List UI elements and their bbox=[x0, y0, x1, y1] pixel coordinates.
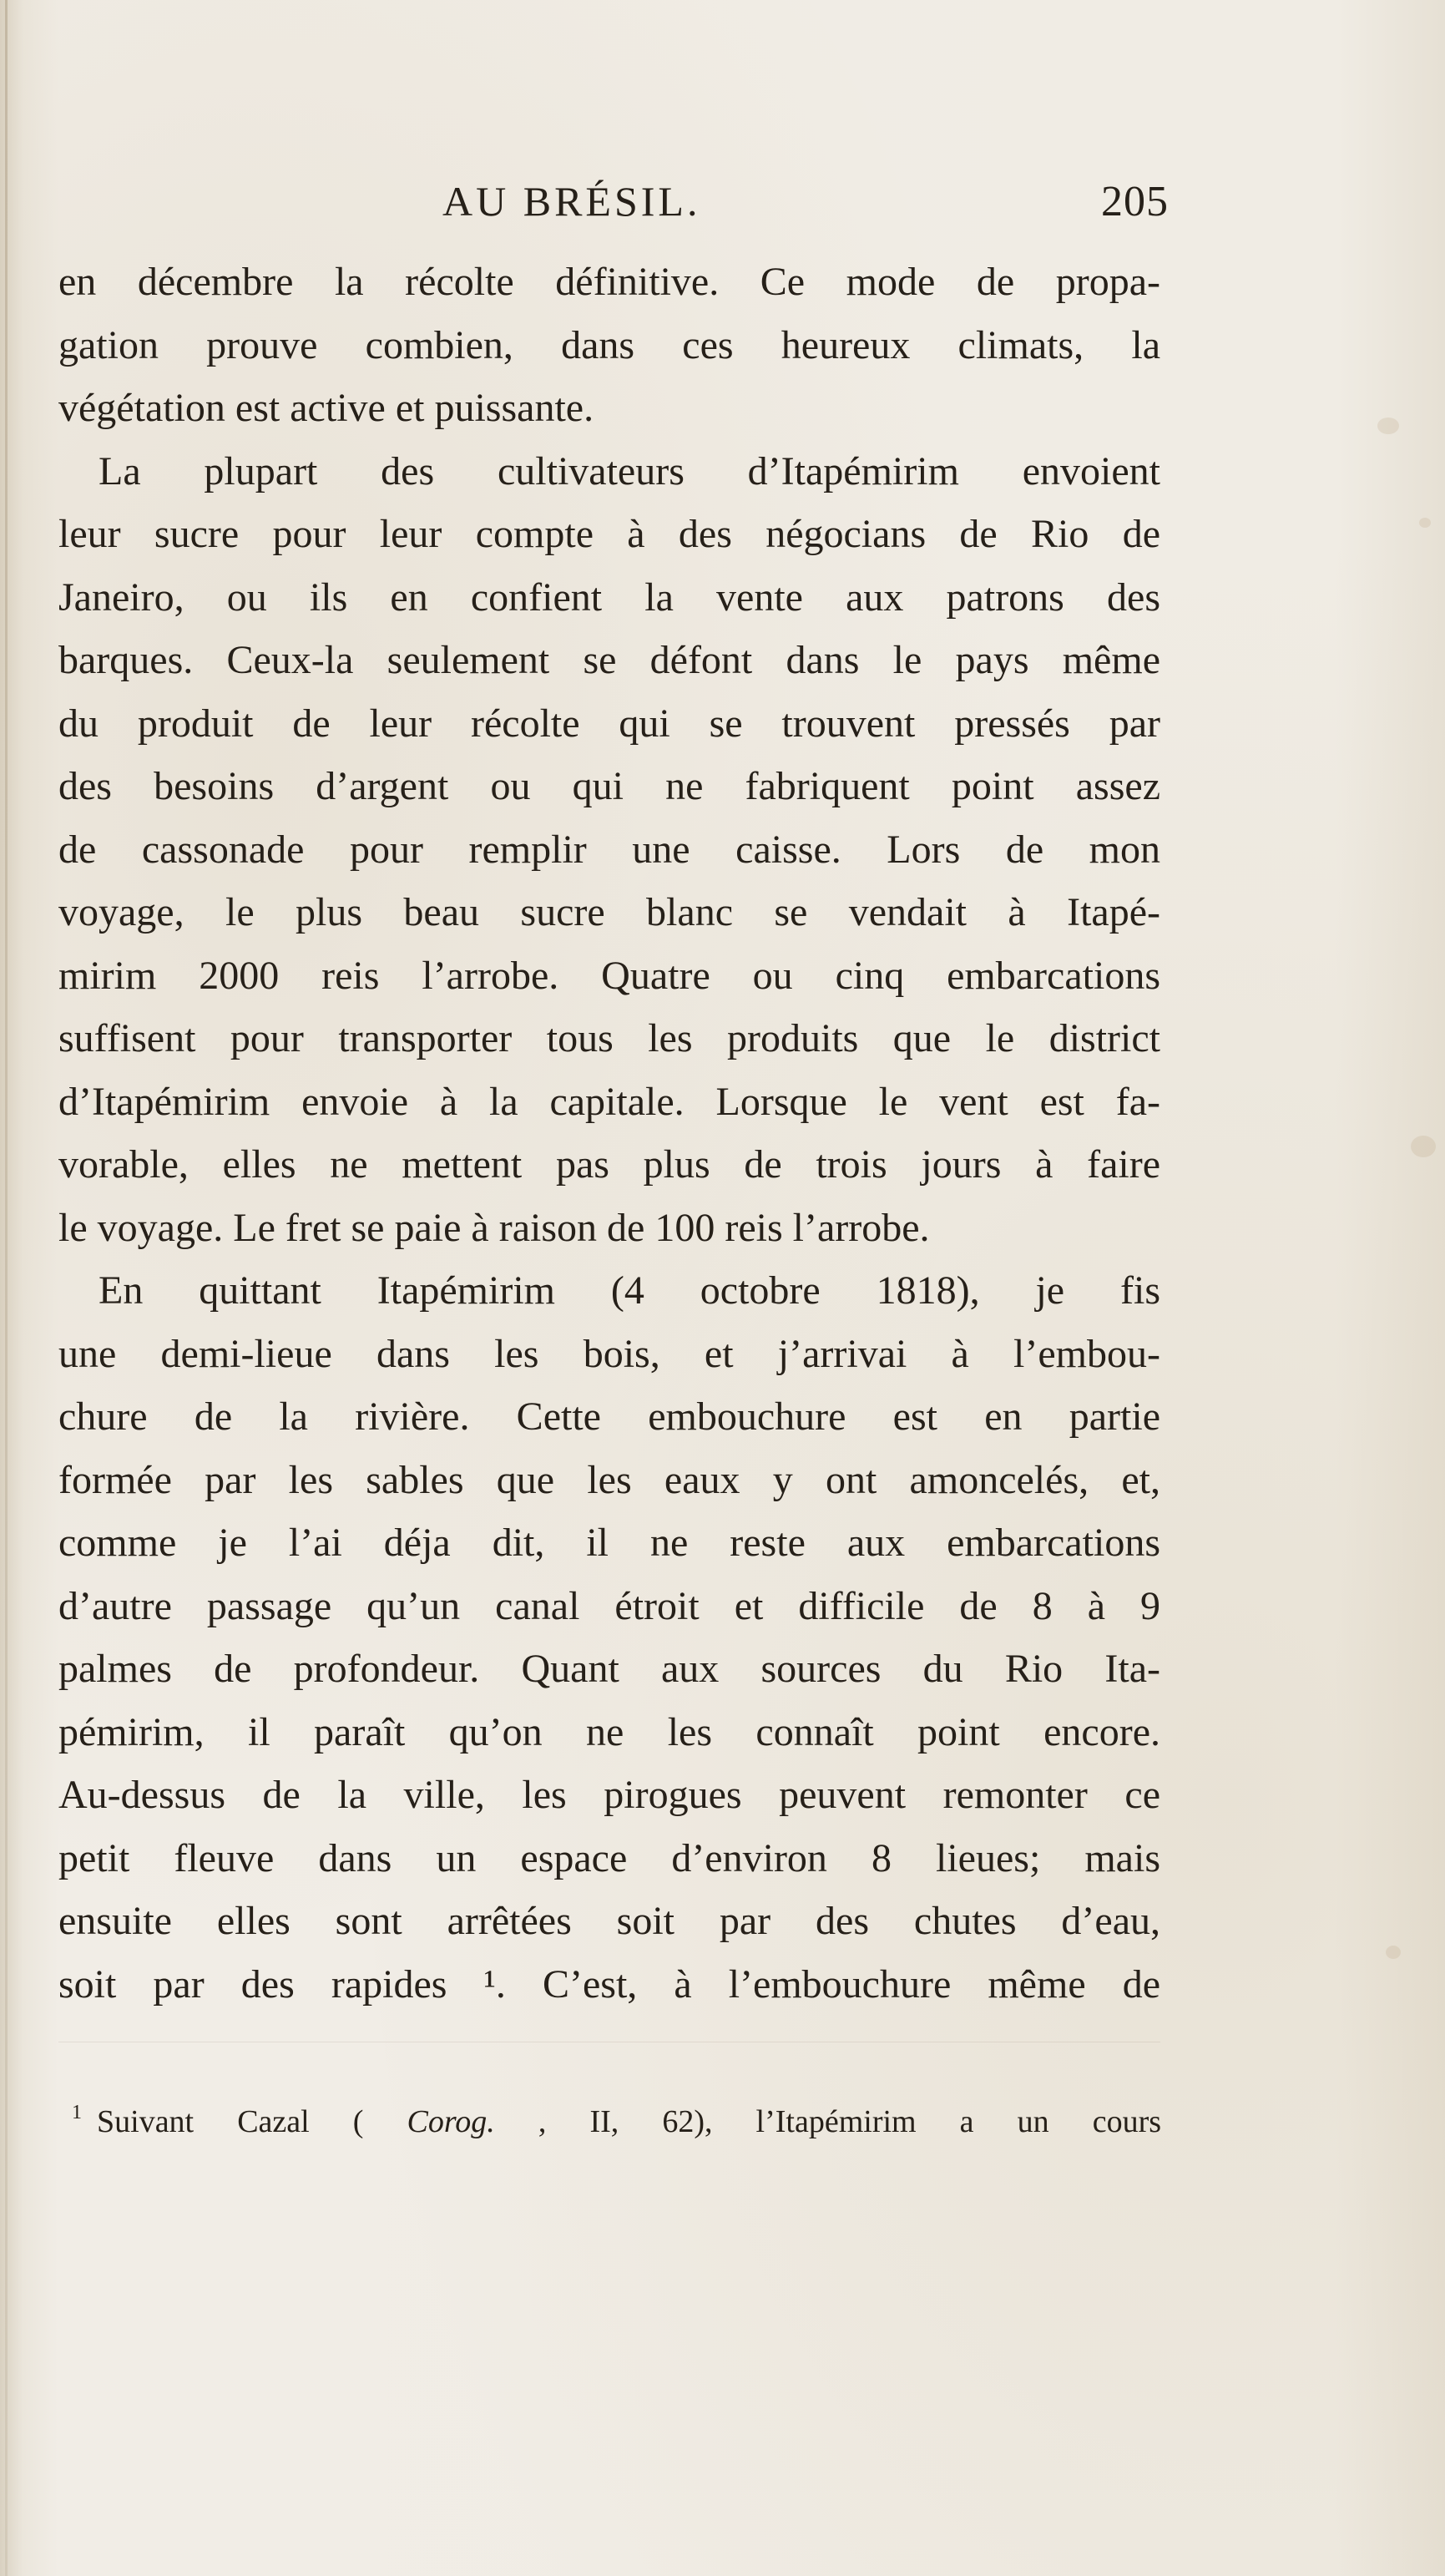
text-line: leur sucre pour leur compte à des négocians de Rio de bbox=[58, 512, 1160, 556]
page-gutter-edge bbox=[5, 0, 8, 2576]
text-line: suffisent pour transporter tous les produits que le district bbox=[58, 1016, 1160, 1060]
footnote bbox=[72, 2092, 1161, 2143]
page-header bbox=[58, 177, 1169, 227]
paper-foxing-spot bbox=[1386, 1946, 1401, 1959]
text-line: petit fleuve dans un espace d’environ 8 lieues; mais bbox=[58, 1835, 1160, 1880]
page-number: 205 bbox=[1101, 178, 1169, 225]
footnote-marker: 1 bbox=[72, 2102, 82, 2123]
paper-foxing-spot bbox=[1377, 418, 1399, 434]
text-line: soit par des rapides ¹. C’est, à l’embouchure même de bbox=[58, 1961, 1160, 2007]
text-line: barques. Ceux-la seulement se défont dans le pays même bbox=[58, 638, 1160, 682]
text-line: d’Itapémirim envoie à la capitale. Lorsque le vent est fa- bbox=[58, 1079, 1160, 1124]
paper-foxing-spot bbox=[1419, 518, 1431, 528]
text-line: mirim 2000 reis l’arrobe. Quatre ou cinq embarcations bbox=[58, 953, 1160, 998]
text-line: végétation est active et puissante. bbox=[58, 386, 594, 430]
text-line: en décembre la récolte définitive. Ce mode de propa- bbox=[58, 260, 1160, 304]
body-text bbox=[58, 251, 1160, 2016]
text-line: du produit de leur récolte qui se trouvent pressés par bbox=[58, 701, 1160, 746]
footnote-text-end: , II, 62), l’Itapémirim a un cours bbox=[538, 2104, 1162, 2139]
text-line: Au-dessus de la ville, les pirogues peuvent remonter ce bbox=[58, 1773, 1160, 1817]
text-line: une demi-lieue dans les bois, et j’arrivai à l’embou- bbox=[58, 1331, 1160, 1376]
text-line: ensuite elles sont arrêtées soit par des chutes d’eau, bbox=[58, 1899, 1160, 1943]
text-line: pémirim, il paraît qu’on ne les connaît point encore. bbox=[58, 1709, 1160, 1754]
running-title: AU BRÉSIL. bbox=[442, 178, 701, 225]
text-line: En quittant Itapémirim (4 octobre 1818), je fis bbox=[99, 1268, 1160, 1313]
text-line: Janeiro, ou ils en confient la vente aux patrons des bbox=[58, 574, 1160, 620]
paper-foxing-spot bbox=[1411, 1136, 1436, 1157]
text-line: des besoins d’argent ou qui ne fabriquent point assez bbox=[58, 764, 1160, 808]
footnote-citation-italic: Corog. bbox=[407, 2104, 495, 2139]
text-line: de cassonade pour remplir une caisse. Lors de mon bbox=[58, 827, 1160, 872]
text-line: vorable, elles ne mettent pas plus de trois jours à faire bbox=[58, 1142, 1160, 1187]
text-line: formée par les sables que les eaux y ont amoncelés, et, bbox=[58, 1457, 1160, 1502]
text-line: chure de la rivière. Cette embouchure est en partie bbox=[58, 1394, 1160, 1439]
text-line: comme je l’ai déja dit, il ne reste aux embarcations bbox=[58, 1521, 1160, 1565]
footnote-text-start: Suivant Cazal ( bbox=[97, 2104, 364, 2139]
text-line: voyage, le plus beau sucre blanc se vendait à Itapé- bbox=[58, 890, 1160, 934]
text-line: La plupart des cultivateurs d’Itapémirim envoient bbox=[99, 448, 1160, 493]
text-line: le voyage. Le fret se paie à raison de 100 reis l’arrobe. bbox=[58, 1205, 930, 1250]
text-line: gation prouve combien, dans ces heureux climats, la bbox=[58, 322, 1160, 367]
text-line: d’autre passage qu’un canal étroit et difficile de 8 à 9 bbox=[58, 1583, 1160, 1628]
text-line: palmes de profondeur. Quant aux sources du Rio Ita- bbox=[58, 1647, 1160, 1691]
